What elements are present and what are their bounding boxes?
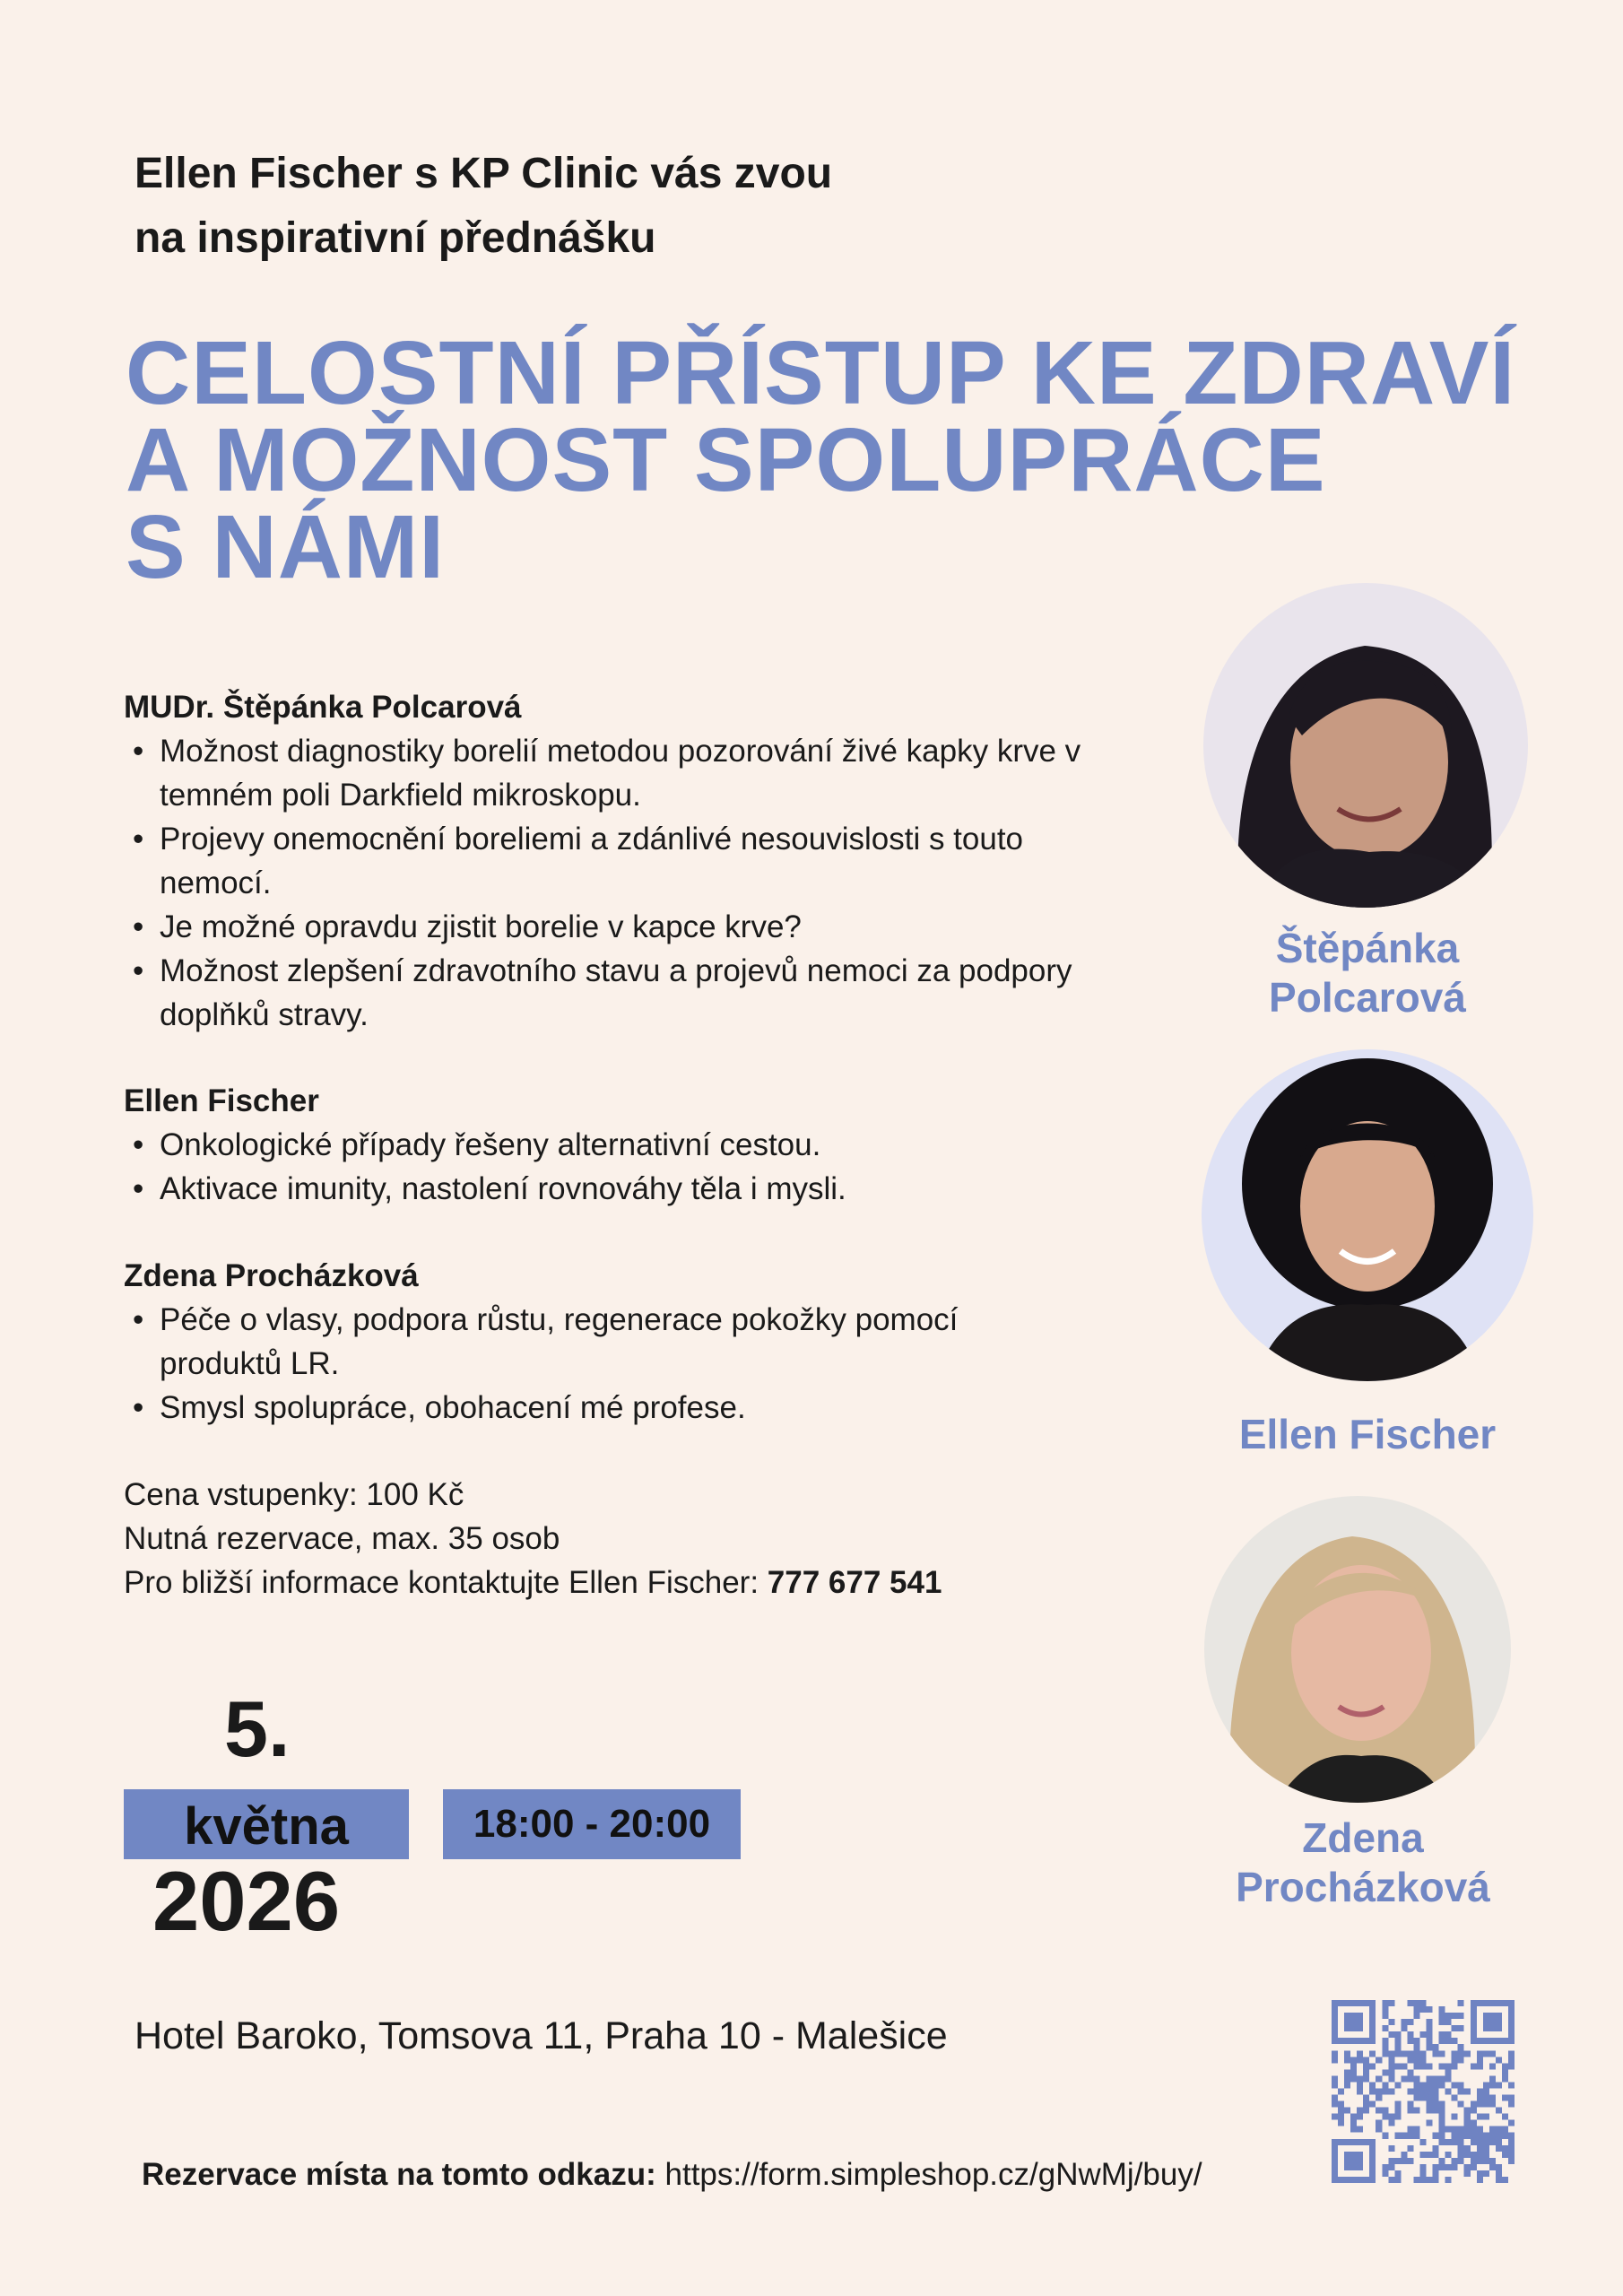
headline-line-2: A MOŽNOST SPOLUPRÁCE [126,410,1326,510]
topic-item: • Péče o vlasy, podpora růstu, regenerace pokožky pomocí produktů LR. [160,1298,1065,1386]
headline-line-3: S NÁMI [126,497,445,597]
topic-list [124,1298,1065,1430]
reservation-link-line [142,2152,1202,2197]
portrait-caption-prochazkova [1193,1813,1533,1912]
speaker-section-prochazkova [124,1254,1065,1430]
speaker-section-fischer [124,1079,1137,1211]
portrait-image [1204,1496,1511,1803]
topic-item: • Onkologické případy řešeny alternativní cestou. [160,1123,1137,1167]
topic-list [124,1123,1137,1211]
caption-line-1: Ellen Fischer [1238,1411,1497,1457]
event-info [124,1473,942,1605]
caption-line-2: Procházková [1236,1864,1490,1910]
portrait-caption-polcarova [1193,924,1542,1022]
reservation-note: Nutná rezervace, max. 35 osob [124,1521,560,1556]
portrait-image [1203,583,1528,908]
speaker-section-polcarova [124,685,1137,1037]
portrait-image [1202,1049,1533,1381]
intro-text [135,142,832,271]
qr-code[interactable] [1332,2000,1515,2183]
contact-phone[interactable]: 777 677 541 [767,1565,942,1600]
topic-item: • Možnost zlepšení zdravotního stavu a projevů nemoci za podpory doplňků stravy. [160,949,1137,1037]
portrait-photo-polcarova [1203,583,1528,908]
speaker-name: Zdena Procházková [124,1258,419,1293]
portrait-photo-prochazkova [1204,1496,1511,1803]
caption-line-1: Zdena [1302,1814,1424,1861]
event-year: 2026 [152,1854,341,1948]
event-day: 5. [224,1684,291,1773]
contact-line [124,1561,942,1605]
reservation-label: Rezervace místa na tomto odkazu: [142,2157,665,2192]
portrait-photo-fischer [1202,1049,1533,1381]
intro-line-1: Ellen Fischer s KP Clinic vás zvou [135,150,833,197]
topic-item: • Smysl spolupráce, obohacení mé profese. [160,1386,1065,1430]
headline [126,323,1516,597]
topic-list [124,729,1137,1037]
intro-line-2: na inspirativní přednášku [135,214,656,262]
topic-item: • Je možné opravdu zjistit borelie v kapce krve? [160,905,1137,949]
event-time: 18:00 - 20:00 [473,1802,711,1846]
speaker-name: Ellen Fischer [124,1083,319,1118]
caption-line-2: Polcarová [1269,974,1466,1021]
reservation-url[interactable]: https://form.simpleshop.cz/gNwMj/buy/ [664,2157,1202,2192]
topic-item: • Možnost diagnostiky borelií metodou pozorování živé kapky krve v temném poli Darkfield mikroskopu. [160,729,1137,817]
venue-address: Hotel Baroko, Tomsova 11, Praha 10 - Malešice [135,2014,948,2057]
portrait-caption-fischer [1193,1410,1542,1459]
headline-line-1: CELOSTNÍ PŘÍSTUP KE ZDRAVÍ [126,323,1516,423]
topic-item: • Projevy onemocnění boreliemi a zdánlivé nesouvislosti s touto nemocí. [160,817,1137,905]
ticket-price: Cena vstupenky: 100 Kč [124,1477,464,1512]
speaker-name: MUDr. Štěpánka Polcarová [124,690,522,725]
contact-label: Pro bližší informace kontaktujte Ellen Fischer: [124,1565,768,1600]
caption-line-1: Štěpánka [1275,925,1460,971]
event-month: května [184,1797,349,1856]
topic-item: • Aktivace imunity, nastolení rovnováhy těla i mysli. [160,1167,1137,1211]
